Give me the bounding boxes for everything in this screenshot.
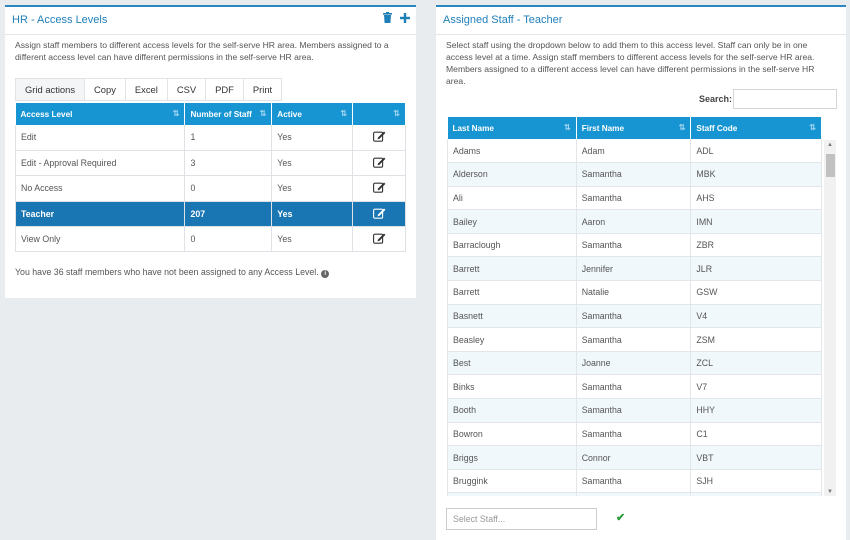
edit-icon[interactable] xyxy=(373,207,385,218)
column-header-staff-code[interactable]: Staff Code ⇅ xyxy=(691,117,822,139)
last-name-cell: Bowron xyxy=(448,422,577,446)
table-row[interactable] xyxy=(16,201,406,226)
active-status-cell: Yes xyxy=(272,201,353,226)
print-button[interactable]: Print xyxy=(244,78,282,101)
table-row[interactable] xyxy=(448,281,822,305)
table-row[interactable] xyxy=(448,399,822,423)
panel-title: HR - Access Levels xyxy=(12,14,108,26)
access-level-cell: Teacher xyxy=(16,201,185,226)
table-row[interactable] xyxy=(448,493,822,496)
info-icon[interactable]: i xyxy=(321,270,329,278)
staff-count-cell: 0 xyxy=(185,176,272,201)
staff-table-scroll[interactable] xyxy=(447,117,837,496)
sort-asc-icon: ⇅ xyxy=(172,109,180,118)
edit-icon[interactable] xyxy=(373,130,385,141)
sort-icon: ⇅ xyxy=(340,109,348,118)
access-levels-table xyxy=(15,103,406,252)
last-name-cell: Basnett xyxy=(448,304,577,328)
access-level-cell: Edit - Approval Required xyxy=(16,150,185,175)
sort-icon: ⇅ xyxy=(809,123,816,132)
edit-icon[interactable] xyxy=(373,181,385,192)
scrollbar-thumb[interactable] xyxy=(826,154,835,177)
edit-icon[interactable] xyxy=(373,232,385,243)
table-row[interactable] xyxy=(448,233,822,257)
active-status-cell: Yes xyxy=(272,176,353,201)
staff-code-cell: ZCL xyxy=(691,351,822,375)
first-name-cell: Samantha xyxy=(576,375,691,399)
table-row[interactable] xyxy=(448,469,822,493)
column-header-number-of-staff[interactable]: Number of Staff ⇅ xyxy=(185,103,272,125)
table-row[interactable] xyxy=(16,150,406,175)
staff-count-cell: 3 xyxy=(185,150,272,175)
staff-code-cell: MBK xyxy=(691,163,822,187)
edit-action-cell xyxy=(353,176,406,201)
edit-action-cell xyxy=(353,201,406,226)
staff-code-cell: JLR xyxy=(691,257,822,281)
staff-code-cell: IMN xyxy=(691,210,822,234)
first-name-cell: Samantha xyxy=(576,328,691,352)
title-divider xyxy=(436,34,846,35)
panel-header-actions xyxy=(383,12,410,26)
staff-code-cell: AHS xyxy=(691,186,822,210)
trash-icon[interactable] xyxy=(383,12,392,26)
last-name-cell: Barrett xyxy=(448,257,577,281)
staff-code-cell: GSW xyxy=(691,281,822,305)
grid-actions-toolbar xyxy=(15,78,282,101)
last-name-cell xyxy=(448,493,577,496)
table-scrollbar[interactable] xyxy=(824,140,836,496)
first-name-cell: Joanne xyxy=(576,351,691,375)
check-icon[interactable]: ✔ xyxy=(616,512,626,524)
grid-actions-button[interactable]: Grid actions xyxy=(15,78,85,101)
table-row[interactable] xyxy=(448,139,822,163)
last-name-cell: Ali xyxy=(448,186,577,210)
staff-code-cell: VBT xyxy=(691,446,822,470)
first-name-cell: Connor xyxy=(576,446,691,470)
table-row[interactable] xyxy=(448,351,822,375)
edit-action-cell xyxy=(353,150,406,175)
copy-button[interactable]: Copy xyxy=(85,78,126,101)
table-row[interactable] xyxy=(448,304,822,328)
table-row[interactable] xyxy=(16,227,406,252)
edit-icon[interactable] xyxy=(373,156,385,167)
table-row[interactable] xyxy=(448,446,822,470)
last-name-cell: Bailey xyxy=(448,210,577,234)
staff-code-cell: ZBR xyxy=(691,233,822,257)
column-header-actions[interactable] xyxy=(353,103,406,125)
first-name-cell: Samantha xyxy=(576,469,691,493)
excel-button[interactable]: Excel xyxy=(126,78,168,101)
table-row[interactable] xyxy=(448,163,822,187)
access-level-cell: View Only xyxy=(16,227,185,252)
last-name-cell: Barrett xyxy=(448,281,577,305)
first-name-cell: Samantha xyxy=(576,233,691,257)
last-name-cell: Beasley xyxy=(448,328,577,352)
pdf-button[interactable]: PDF xyxy=(206,78,244,101)
table-row[interactable] xyxy=(16,125,406,150)
staff-count-cell: 1 xyxy=(185,125,272,150)
first-name-cell: Samantha xyxy=(576,422,691,446)
table-row[interactable] xyxy=(448,328,822,352)
sort-icon: ⇅ xyxy=(678,123,686,132)
edit-action-cell xyxy=(353,125,406,150)
unassigned-staff-note: You have 36 staff members who have not been assigned to any Access Level. i xyxy=(15,267,329,278)
first-name-cell: Samantha xyxy=(576,163,691,187)
staff-code-cell: ADL xyxy=(691,139,822,163)
edit-action-cell xyxy=(353,227,406,252)
csv-button[interactable]: CSV xyxy=(168,78,206,101)
panel-description: Select staff using the dropdown below to add them to this access level. Staff can only be in one access level at a time. Assign staff members to different access levels for the self-serve HR area. Members assigned to a different access level can have different permissions in the self-serve HR area. xyxy=(446,40,815,86)
last-name-cell: Briggs xyxy=(448,446,577,470)
table-row[interactable] xyxy=(448,375,822,399)
staff-code-cell: V7 xyxy=(691,375,822,399)
plus-icon[interactable] xyxy=(400,12,410,26)
column-header-access-level[interactable]: Access Level ⇅ xyxy=(16,103,185,125)
access-levels-panel xyxy=(5,5,416,298)
staff-count-cell: 207 xyxy=(185,201,272,226)
first-name-cell: Aaron xyxy=(576,210,691,234)
search-label: Search: xyxy=(699,94,733,104)
last-name-cell: Adams xyxy=(448,139,577,163)
active-status-cell: Yes xyxy=(272,125,353,150)
first-name-cell: Adam xyxy=(576,139,691,163)
first-name-cell: Samantha xyxy=(576,399,691,423)
first-name-cell: Samantha xyxy=(576,304,691,328)
staff-code-cell xyxy=(691,493,822,496)
staff-code-cell: ZSM xyxy=(691,328,822,352)
column-header-first-name[interactable]: First Name ⇅ xyxy=(576,117,691,139)
sort-icon: ⇅ xyxy=(259,109,267,118)
column-header-last-name[interactable]: Last Name ⇅ xyxy=(448,117,577,139)
column-header-active[interactable]: Active ⇅ xyxy=(272,103,353,125)
staff-code-cell: SJH xyxy=(691,469,822,493)
staff-code-cell: C1 xyxy=(691,422,822,446)
last-name-cell: Best xyxy=(448,351,577,375)
first-name-cell: Natalie xyxy=(576,281,691,305)
access-level-cell: No Access xyxy=(16,176,185,201)
active-status-cell: Yes xyxy=(272,227,353,252)
panel-title: Assigned Staff - Teacher xyxy=(443,14,563,26)
access-level-cell: Edit xyxy=(16,125,185,150)
last-name-cell: Alderson xyxy=(448,163,577,187)
title-divider xyxy=(5,34,416,35)
assigned-staff-panel xyxy=(436,5,846,540)
panel-description: Assign staff members to different access levels for the self-serve HR area. Members assigned to a different access level can have different permissions in the self-serve HR area. xyxy=(15,40,389,62)
select-staff-dropdown[interactable]: Select Staff... xyxy=(446,508,597,530)
last-name-cell: Bruggink xyxy=(448,469,577,493)
sort-asc-icon: ⇅ xyxy=(563,123,571,132)
table-row[interactable] xyxy=(448,186,822,210)
first-name-cell xyxy=(576,493,691,496)
active-status-cell: Yes xyxy=(272,150,353,175)
first-name-cell: Jennifer xyxy=(576,257,691,281)
table-row[interactable] xyxy=(448,210,822,234)
sort-icon: ⇅ xyxy=(393,109,400,118)
last-name-cell: Booth xyxy=(448,399,577,423)
table-row[interactable] xyxy=(448,422,822,446)
staff-count-cell: 0 xyxy=(185,227,272,252)
table-row[interactable] xyxy=(448,257,822,281)
assigned-staff-table xyxy=(447,117,822,496)
search-input[interactable] xyxy=(733,89,837,109)
scroll-down-icon[interactable]: ▼ xyxy=(827,489,833,495)
last-name-cell: Binks xyxy=(448,375,577,399)
table-row[interactable] xyxy=(16,176,406,201)
last-name-cell: Barraclough xyxy=(448,233,577,257)
first-name-cell: Samantha xyxy=(576,186,691,210)
scroll-up-icon[interactable]: ▲ xyxy=(827,142,833,148)
staff-code-cell: HHY xyxy=(691,399,822,423)
staff-code-cell: V4 xyxy=(691,304,822,328)
